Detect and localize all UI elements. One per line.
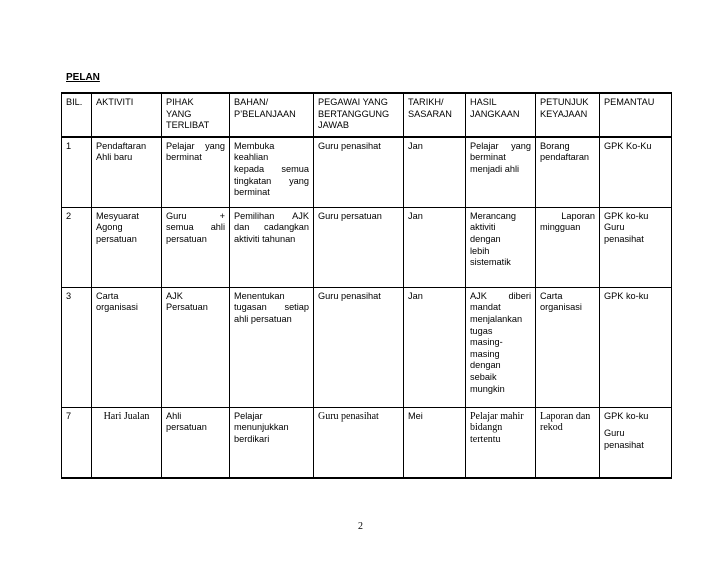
header-line: JAWAB [318,120,349,131]
cell-pemantau [600,207,672,287]
header-line: BERTANGGUNG [318,108,390,119]
cell-line: GPK ko-ku [604,290,649,301]
cell-line: mandat [470,302,501,313]
cell-line: berminat [234,187,270,198]
cell-line: menunjukkan [234,422,289,433]
header-line: KEYAJAAN [540,108,588,119]
cell-line: Agong [96,222,123,233]
cell-tarikh: Jan [404,207,466,287]
cell-line: AJK diberi [470,290,531,301]
header-line: JANGKAAN [470,108,520,119]
plan-table [61,92,672,479]
cell-line: persatuan [166,422,207,433]
cell-pemantau [600,407,672,478]
cell-pemantau [600,287,672,407]
cell-aktiviti [92,207,162,287]
header-aktiviti: AKTIVITI [92,93,162,137]
cell-line: persatuan [96,233,137,244]
cell-line: GPK ko-ku [604,410,649,421]
header-line: TERLIBAT [166,120,210,131]
cell-line: menjalankan [470,313,523,324]
cell-bil: 1 [62,137,92,208]
header-hasil [466,93,536,137]
header-bahan [230,93,314,137]
cell-tarikh: Mei [404,407,466,478]
cell-line: Pelajar mahir [470,410,524,422]
cell-line: mungkin [470,383,505,394]
cell-line: rekod [540,422,563,434]
header-bil: BIL. [62,93,92,137]
cell-line: dengan [470,233,501,244]
cell-line: masing [470,348,500,359]
header-line: PEGAWAI YANG [318,97,388,107]
cell-line: semua ahli [166,222,225,233]
cell-line: tugasan setiap [234,302,309,313]
table-row [62,137,672,208]
cell-bahan [230,287,314,407]
cell-line: Pelajar yang [470,140,531,151]
cell-line: persatuan [166,233,207,244]
cell-petunjuk [536,207,600,287]
cell-line: sebaik [470,371,497,382]
cell-line: organisasi [540,302,582,313]
cell-bahan [230,137,314,208]
cell-bil: 3 [62,287,92,407]
cell-line: pendaftaran [540,152,590,163]
cell-line: penasihat [604,233,644,244]
cell-pihak [162,207,230,287]
cell-pegawai: Guru persatuan [314,207,404,287]
header-pihak [162,93,230,137]
cell-line: tugas [470,325,493,336]
cell-line: GPK Ko-Ku [604,140,652,151]
header-petunjuk [536,93,600,137]
cell-line: dan cadangkan [234,222,309,233]
table-row [62,407,672,478]
header-line: P’BELANJAAN [234,108,296,119]
cell-bahan [230,407,314,478]
cell-tarikh: Jan [404,137,466,208]
cell-line: Guru + [166,210,225,221]
header-line: TARIKH/ [408,97,444,107]
cell-bahan [230,207,314,287]
cell-line: tertentu [470,433,501,445]
cell-pemantau [600,137,672,208]
cell-line: masing- [470,337,503,348]
cell-bil: 2 [62,207,92,287]
cell-line: Ahli baru [96,152,133,163]
cell-line: ahli persatuan [234,313,292,324]
cell-line: organisasi [96,302,138,313]
cell-pegawai: Guru penasihat [314,407,404,478]
cell-line: penasihat [604,439,644,450]
cell-line: kepada semua [234,163,309,174]
cell-pegawai: Guru penasihat [314,287,404,407]
table-row [62,207,672,287]
page-number: 2 [358,521,363,532]
cell-line: Guru [604,428,625,439]
cell-line: Borang [540,140,570,151]
cell-line: Mesyuarat [96,210,139,221]
cell-line: Pemilihan AJK [234,210,309,221]
cell-line: sistematik [470,257,511,268]
cell-line: Ahli [166,410,182,421]
cell-line: Merancang [470,210,516,221]
cell-line: aktiviti tahunan [234,233,296,244]
cell-line: Laporan dan [540,410,591,422]
cell-pihak [162,137,230,208]
cell-petunjuk [536,407,600,478]
cell-line: aktiviti [470,222,496,233]
cell-line: lebih [470,245,490,256]
header-line: PETUNJUK [540,97,589,107]
cell-hasil [466,287,536,407]
cell-petunjuk [536,287,600,407]
cell-petunjuk [536,137,600,208]
cell-aktiviti [92,137,162,208]
cell-line: Laporan [561,210,595,221]
cell-line: menjadi ahli [470,163,520,174]
header-line: YANG [166,108,192,119]
header-tarikh [404,93,466,137]
cell-line: berminat [166,152,202,163]
cell-pihak [162,287,230,407]
cell-line: Guru [604,222,625,233]
header-row [62,93,672,137]
cell-hasil [466,407,536,478]
cell-line: Pelajar yang [166,140,225,151]
cell-line: keahlian [234,152,269,163]
header-pemantau: PEMANTAU [600,93,672,137]
page-heading: PELAN [66,72,100,83]
cell-line: GPK ko-ku [604,210,649,221]
cell-pegawai: Guru penasihat [314,137,404,208]
cell-line: Persatuan [166,302,208,313]
cell-bil: 7 [62,407,92,478]
cell-line: Pendaftaran [96,140,147,151]
cell-hasil [466,137,536,208]
header-line: HASIL [470,97,497,107]
cell-line: Carta [96,290,119,301]
cell-hasil [466,207,536,287]
cell-line: berminat [470,152,506,163]
header-line: BAHAN/ [234,97,269,107]
cell-line: Pelajar [234,410,263,421]
cell-pihak [162,407,230,478]
cell-line: berdikari [234,433,270,444]
cell-line: dengan [470,360,501,371]
cell-line: mingguan [540,222,581,233]
table-row [62,287,672,407]
cell-line: bidangn [470,422,503,434]
cell-line: Carta [540,290,563,301]
cell-line: Membuka [234,140,275,151]
cell-aktiviti [92,407,162,478]
cell-line: AJK [166,290,183,301]
cell-line: Hari Jualan [103,410,150,422]
cell-line: Menentukan [234,290,285,301]
header-line: SASARAN [408,108,452,119]
cell-line: tingkatan yang [234,175,309,186]
cell-tarikh: Jan [404,287,466,407]
cell-aktiviti [92,287,162,407]
header-pegawai [314,93,404,137]
header-line: PIHAK [166,97,194,107]
